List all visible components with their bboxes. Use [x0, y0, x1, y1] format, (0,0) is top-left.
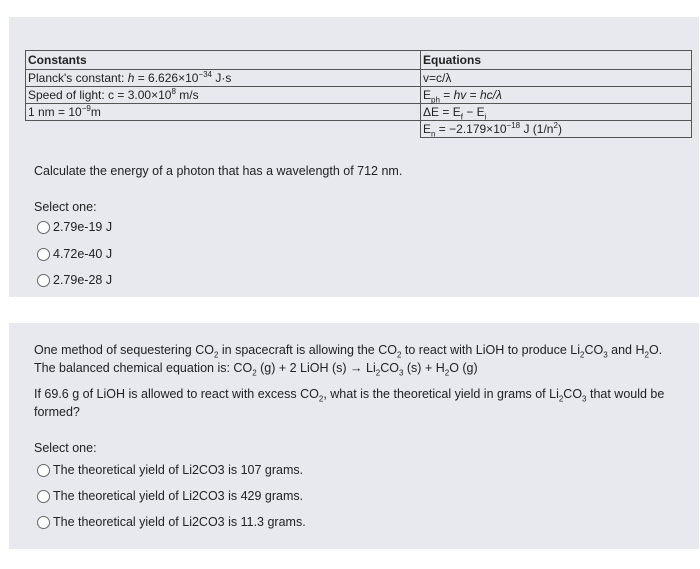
text-span: CO	[563, 387, 583, 401]
nm-unit: m	[90, 105, 101, 119]
option-label: The theoretical yield of Li2CO3 is 429 grams.	[53, 489, 304, 503]
light-unit: m/s	[175, 88, 199, 102]
empty-cell	[26, 121, 421, 138]
eq4-exponent: −18	[506, 121, 521, 130]
equation-energy-level	[421, 121, 692, 138]
eq3-b: − E	[462, 105, 485, 119]
subscript: 3	[398, 368, 404, 378]
nm-label: 1 nm = 10	[28, 105, 82, 119]
subscript: 2	[396, 350, 402, 360]
text-span: (s) + H	[403, 361, 445, 375]
text-span: in spacecraft is allowing the CO	[218, 343, 397, 357]
subscript: 2	[318, 394, 324, 404]
text-span: One method of sequestering CO	[34, 343, 214, 357]
table-row	[26, 104, 692, 121]
eq3-sub-i: i	[484, 112, 487, 122]
eq2-equals: =	[439, 88, 454, 102]
subscript: 2	[558, 394, 564, 404]
subscript: 3	[603, 350, 608, 360]
subscript: 2	[375, 368, 381, 378]
text-span: , what is the theoretical yield in grams of Li	[323, 387, 559, 401]
radio-button[interactable]	[37, 516, 50, 529]
light-label: Speed of light: c = 3.00×10	[28, 88, 172, 102]
question-2-equation-line	[34, 359, 478, 377]
table-header-row	[26, 51, 692, 70]
equation-frequency: v=c/λ	[421, 70, 692, 87]
eq2-equals-2: =	[466, 88, 480, 102]
eq2-hv: hv	[453, 88, 467, 102]
answer-option-1[interactable]	[37, 220, 112, 234]
planck-value: = 6.626×10	[134, 71, 199, 85]
subscript: 2	[644, 350, 649, 360]
text-span: that would be	[586, 387, 665, 401]
question-2-line-1	[34, 341, 662, 359]
text-span: O.	[648, 343, 663, 357]
option-label: 4.72e-40 J	[53, 247, 113, 261]
radio-button[interactable]	[37, 221, 50, 234]
text-span: O (g)	[449, 361, 478, 375]
subscript: 2	[213, 350, 219, 360]
light-exponent: 8	[171, 87, 176, 96]
question-2-panel	[9, 323, 699, 549]
select-one-label: Select one:	[34, 441, 97, 455]
text-span: The balanced chemical equation is: CO	[34, 361, 253, 375]
eq4-a: E	[423, 122, 432, 136]
question-1-text: Calculate the energy of a photon that has a wavelength of 712 nm.	[34, 164, 403, 178]
eq4-sub: n	[431, 129, 436, 139]
answer-option-2[interactable]	[37, 247, 112, 261]
speed-of-light-cell	[26, 87, 421, 104]
nm-exponent: −9	[81, 104, 91, 113]
constants-header: Constants	[26, 51, 421, 70]
table-row	[26, 87, 692, 104]
answer-option-3[interactable]	[37, 515, 306, 529]
text-span: to react with LiOH to produce Li	[401, 343, 580, 357]
eq4-b: = −2.179×10	[435, 122, 507, 136]
subscript: 3	[582, 394, 587, 404]
eq2-sub: ph	[431, 95, 440, 105]
nanometer-cell	[26, 104, 421, 121]
answer-option-3[interactable]	[37, 273, 112, 287]
option-label: 2.79e-19 J	[53, 220, 113, 234]
radio-button[interactable]	[37, 464, 50, 477]
planck-unit: J·s	[212, 71, 232, 85]
text-span: If 69.6 g of LiOH is allowed to react with excess CO	[34, 387, 319, 401]
eq3-sub-f: f	[460, 112, 463, 122]
equation-photon-energy	[421, 87, 692, 104]
eq2-e: E	[423, 88, 432, 102]
option-label: 2.79e-28 J	[53, 273, 113, 287]
select-one-label: Select one:	[34, 200, 97, 214]
subscript: 2	[444, 368, 450, 378]
text-span: and H	[607, 343, 645, 357]
equation-delta-e	[421, 104, 692, 121]
subscript: 2	[580, 350, 585, 360]
eq2-hc: hc/λ	[479, 88, 502, 102]
table-row	[26, 121, 692, 138]
eq4-c: J (1/n	[520, 122, 554, 136]
text-span: CO	[584, 343, 604, 357]
text-span: (g) + 2 LiOH (s) → Li	[256, 361, 376, 375]
eq4-d: )	[557, 122, 562, 136]
option-label: The theoretical yield of Li2CO3 is 107 grams.	[53, 463, 304, 477]
constants-equations-table	[25, 50, 692, 138]
subscript: 2	[252, 368, 257, 378]
text-span: CO	[380, 361, 399, 375]
planck-exponent: −34	[198, 70, 213, 79]
table-row	[26, 70, 692, 87]
question-2-line-3	[34, 385, 664, 403]
answer-option-1[interactable]	[37, 463, 303, 477]
radio-button[interactable]	[37, 490, 50, 503]
answer-option-2[interactable]	[37, 489, 303, 503]
planck-label: Planck's constant:	[28, 71, 128, 85]
planck-symbol: h	[127, 71, 135, 85]
question-2-line-4: formed?	[34, 405, 80, 419]
eq4-sup2: 2	[553, 121, 558, 130]
planck-constant-cell	[26, 70, 421, 87]
radio-button[interactable]	[37, 274, 50, 287]
radio-button[interactable]	[37, 248, 50, 261]
option-label: The theoretical yield of Li2CO3 is 11.3 grams.	[53, 515, 306, 529]
question-1-panel	[9, 17, 699, 297]
equations-header: Equations	[421, 51, 692, 70]
eq3-a: ΔE = E	[423, 105, 461, 119]
